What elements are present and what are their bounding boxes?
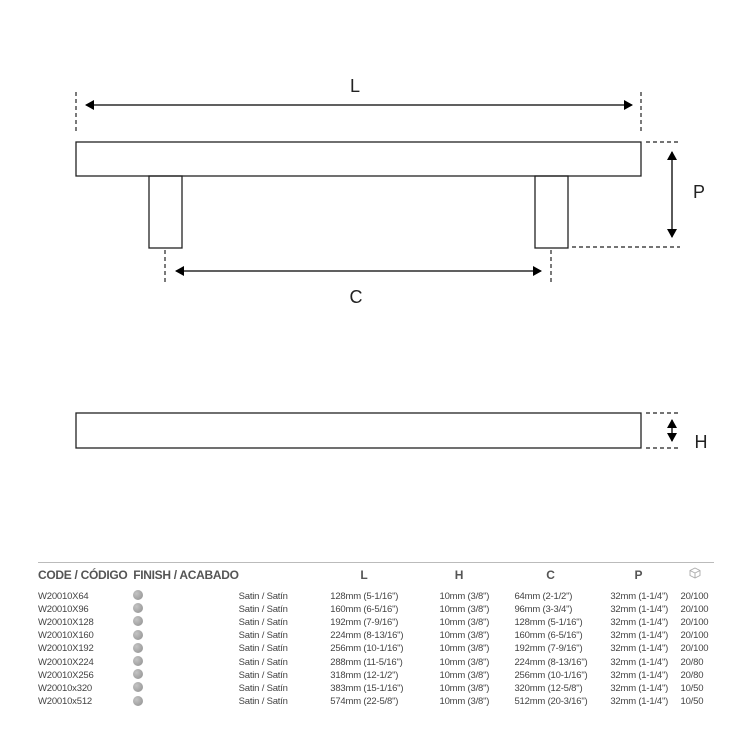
cell-p: 32mm (1-1/4") — [610, 630, 669, 642]
cell-packaging: 20/100 — [680, 643, 709, 655]
cell-finish: Satin / Satín — [238, 656, 288, 668]
finish-swatch-icon — [133, 590, 143, 600]
cell-c: 512mm (20-3/16") — [514, 696, 588, 708]
header-finish — [133, 563, 238, 589]
cell-p: 32mm (1-1/4") — [610, 656, 669, 668]
table-row — [38, 656, 714, 669]
table-row — [38, 682, 714, 695]
cell-h: 10mm (3/8") — [439, 630, 490, 642]
table-row — [38, 643, 714, 656]
table-row — [38, 616, 714, 629]
finish-swatch-icon — [133, 603, 143, 613]
cell-finish: Satin / Satín — [238, 669, 288, 681]
table-row — [38, 603, 714, 616]
cell-l: 192mm (7-9/16") — [330, 616, 399, 628]
table-row — [38, 669, 714, 682]
handle-bar-side — [76, 413, 641, 448]
cell-l: 574mm (22-5/8") — [330, 696, 399, 708]
cell-l: 224mm (8-13/16") — [330, 630, 404, 642]
cell-finish-swatch — [133, 603, 238, 616]
cell-h: 10mm (3/8") — [439, 656, 490, 668]
cell-c: 256mm (10-1/16") — [514, 669, 588, 681]
cell-code: W20010X224 — [38, 656, 94, 668]
cell-finish-swatch — [133, 696, 238, 709]
cell-finish-swatch — [133, 669, 238, 682]
cell-p: 32mm (1-1/4") — [610, 616, 669, 628]
cell-l: 383mm (15-1/16") — [330, 682, 404, 694]
finish-swatch-icon — [133, 656, 143, 666]
spec-table — [38, 562, 714, 709]
header-finish-label: FINISH / ACABADO — [133, 567, 239, 582]
cell-code: W20010X96 — [38, 603, 89, 615]
cell-h: 10mm (3/8") — [439, 590, 490, 602]
cell-packaging: 20/80 — [680, 669, 704, 681]
table-row — [38, 696, 714, 709]
cell-l: 160mm (6-5/16") — [330, 603, 399, 615]
finish-swatch-icon — [133, 616, 143, 626]
header-packaging — [677, 563, 715, 589]
cell-l: 256mm (10-1/16") — [330, 643, 404, 655]
cell-h: 10mm (3/8") — [439, 669, 490, 681]
table-row — [38, 630, 714, 643]
cell-l: 318mm (12-1/2") — [330, 669, 399, 681]
cell-c: 128mm (5-1/16") — [514, 616, 583, 628]
finish-swatch-icon — [133, 630, 143, 640]
cell-finish: Satin / Satín — [238, 630, 288, 642]
dimension-label-p: P — [692, 182, 706, 202]
dimension-label-h: H — [694, 432, 708, 452]
dimension-label-c: C — [349, 287, 363, 307]
finish-swatch-icon — [133, 669, 143, 679]
header-h: H — [418, 563, 501, 589]
cell-packaging: 20/80 — [680, 656, 704, 668]
cell-packaging: 20/100 — [680, 616, 709, 628]
cell-c: 320mm (12-5/8") — [514, 682, 583, 694]
cell-c: 224mm (8-13/16") — [514, 656, 588, 668]
cell-h: 10mm (3/8") — [439, 682, 490, 694]
cell-packaging: 20/100 — [680, 603, 709, 615]
cell-finish-swatch — [133, 588, 238, 603]
cell-code: W20010x512 — [38, 696, 92, 708]
cell-c: 192mm (7-9/16") — [514, 643, 583, 655]
header-p: P — [600, 563, 676, 589]
cell-code: W20010X192 — [38, 643, 94, 655]
header-finish-spacer — [239, 563, 311, 589]
cell-finish-swatch — [133, 656, 238, 669]
handle-post-left — [149, 176, 182, 248]
table-row — [38, 588, 714, 603]
cell-h: 10mm (3/8") — [439, 603, 490, 615]
cell-finish-swatch — [133, 630, 238, 643]
cell-p: 32mm (1-1/4") — [610, 696, 669, 708]
finish-swatch-icon — [133, 682, 143, 692]
cell-code: W20010X256 — [38, 669, 94, 681]
finish-swatch-icon — [133, 643, 143, 653]
handle-post-right — [535, 176, 568, 248]
cell-p: 32mm (1-1/4") — [610, 590, 669, 602]
cell-c: 96mm (3-3/4") — [514, 603, 573, 615]
cell-p: 32mm (1-1/4") — [610, 603, 669, 615]
cell-packaging: 20/100 — [680, 590, 709, 602]
cell-finish: Satin / Satín — [238, 696, 288, 708]
header-c: C — [500, 563, 600, 589]
cell-code: W20010X160 — [38, 630, 94, 642]
cell-finish-swatch — [133, 616, 238, 629]
handle-bar-front — [76, 142, 641, 176]
cell-p: 32mm (1-1/4") — [610, 682, 669, 694]
cell-h: 10mm (3/8") — [439, 643, 490, 655]
cell-l: 128mm (5-1/16") — [330, 590, 399, 602]
cell-finish: Satin / Satín — [238, 682, 288, 694]
header-l: L — [310, 563, 417, 589]
cell-p: 32mm (1-1/4") — [610, 643, 669, 655]
cell-c: 64mm (2-1/2") — [514, 590, 573, 602]
cell-l: 288mm (11-5/16") — [330, 656, 403, 668]
cell-packaging: 10/50 — [680, 696, 704, 708]
spec-table-header — [38, 563, 714, 589]
cell-c: 160mm (6-5/16") — [514, 630, 583, 642]
cell-finish-swatch — [133, 682, 238, 695]
cell-packaging: 20/100 — [680, 630, 709, 642]
box-icon — [689, 567, 701, 579]
cell-finish: Satin / Satín — [238, 643, 288, 655]
cell-finish: Satin / Satín — [238, 616, 288, 628]
cell-code: W20010X128 — [38, 616, 94, 628]
cell-code: W20010X64 — [38, 590, 89, 602]
finish-swatch-icon — [133, 696, 143, 706]
cell-p: 32mm (1-1/4") — [610, 669, 669, 681]
cell-finish: Satin / Satín — [238, 590, 288, 602]
cell-code: W20010x320 — [38, 682, 92, 694]
cell-h: 10mm (3/8") — [439, 696, 490, 708]
cell-h: 10mm (3/8") — [439, 616, 490, 628]
dimension-label-l: L — [349, 76, 361, 96]
cell-finish: Satin / Satín — [238, 603, 288, 615]
header-code: CODE / CÓDIGO — [38, 563, 133, 589]
cell-finish-swatch — [133, 643, 238, 656]
cell-packaging: 10/50 — [680, 682, 704, 694]
